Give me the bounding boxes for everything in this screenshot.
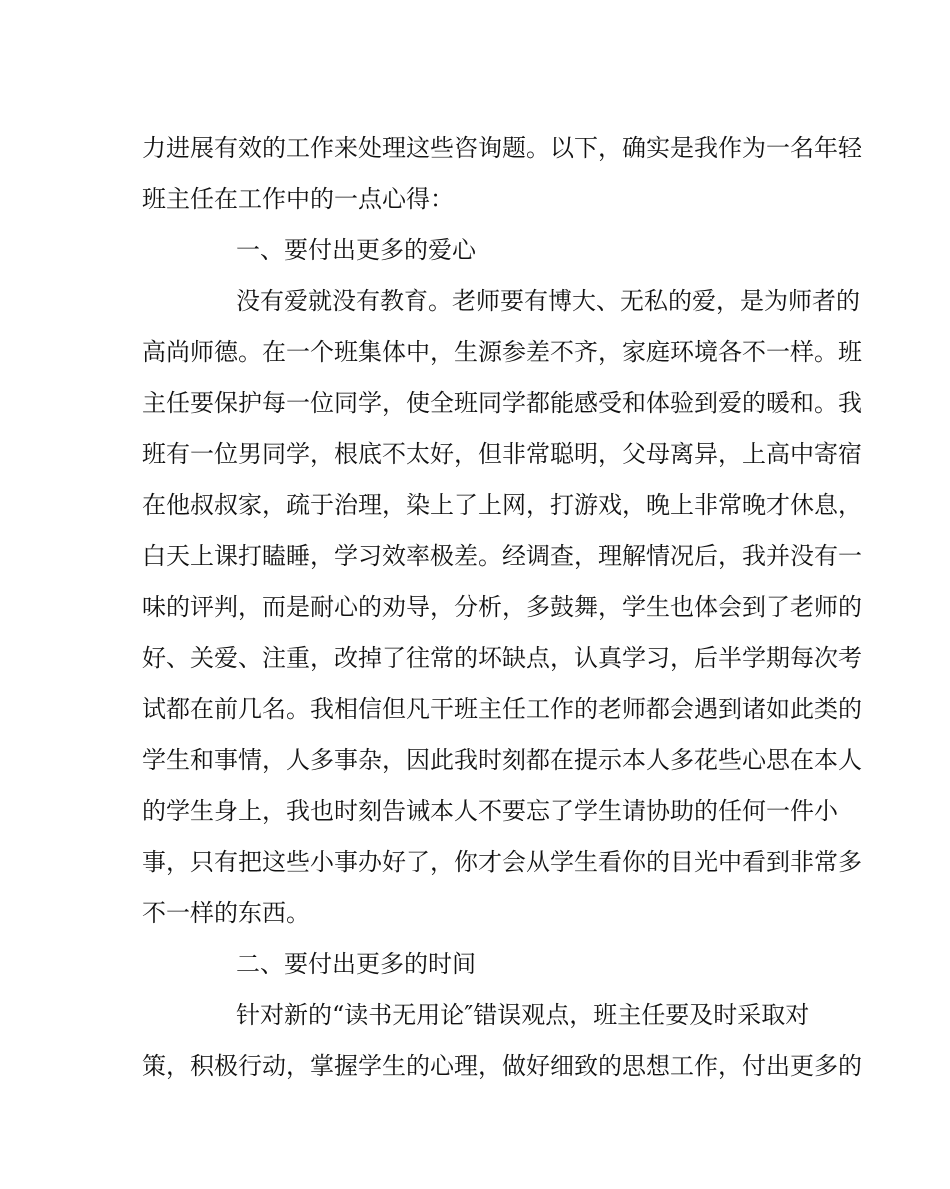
paragraph-line: 策，积极行动，掌握学生的心理，做好细致的思想工作，付出更多的 [142,1052,862,1080]
paragraph-line: 白天上课打瞌睡，学习效率极差。经调查，理解情况后，我并没有一 [142,542,862,570]
paragraph-line: 主任要保护每一位同学，使全班同学都能感受和体验到爱的暖和。我 [142,389,862,417]
paragraph-line: 没有爱就没有教育。老师要有博大、无私的爱，是为师者的 [236,287,860,315]
paragraph-line: 学生和事情，人多事杂，因此我时刻都在提示本人多花些心思在本人 [142,746,862,774]
paragraph-line: 班主任在工作中的一点心得： [142,185,454,213]
paragraph-line: 针对新的“读书无用论″错误观点，班主任要及时采取对 [236,1001,810,1029]
paragraph-line: 力进展有效的工作来处理这些咨询题。以下，确实是我作为一名年轻 [142,134,862,162]
paragraph-line: 的学生身上，我也时刻告诫本人不要忘了学生请协助的任何一件小 [142,797,838,825]
paragraph-line: 不一样的东西。 [142,899,310,927]
paragraph-line: 好、关爱、注重，改掉了往常的坏缺点，认真学习，后半学期每次考 [142,644,862,672]
section-heading: 二、要付出更多的时间 [236,950,476,978]
paragraph-line: 味的评判，而是耐心的劝导，分析，多鼓舞，学生也体会到了老师的 [142,593,862,621]
paragraph-line: 高尚师德。在一个班集体中，生源参差不齐，家庭环境各不一样。班 [142,338,862,366]
paragraph-line: 班有一位男同学，根底不太好，但非常聪明，父母离异，上高中寄宿 [142,440,862,468]
paragraph-line: 在他叔叔家，疏于治理，染上了上网，打游戏，晚上非常晚才休息， [142,491,862,519]
section-heading: 一、要付出更多的爱心 [236,236,476,264]
paragraph-line: 事，只有把这些小事办好了，你才会从学生看你的目光中看到非常多 [142,848,862,876]
paragraph-line: 试都在前几名。我相信但凡干班主任工作的老师都会遇到诸如此类的 [142,695,862,723]
